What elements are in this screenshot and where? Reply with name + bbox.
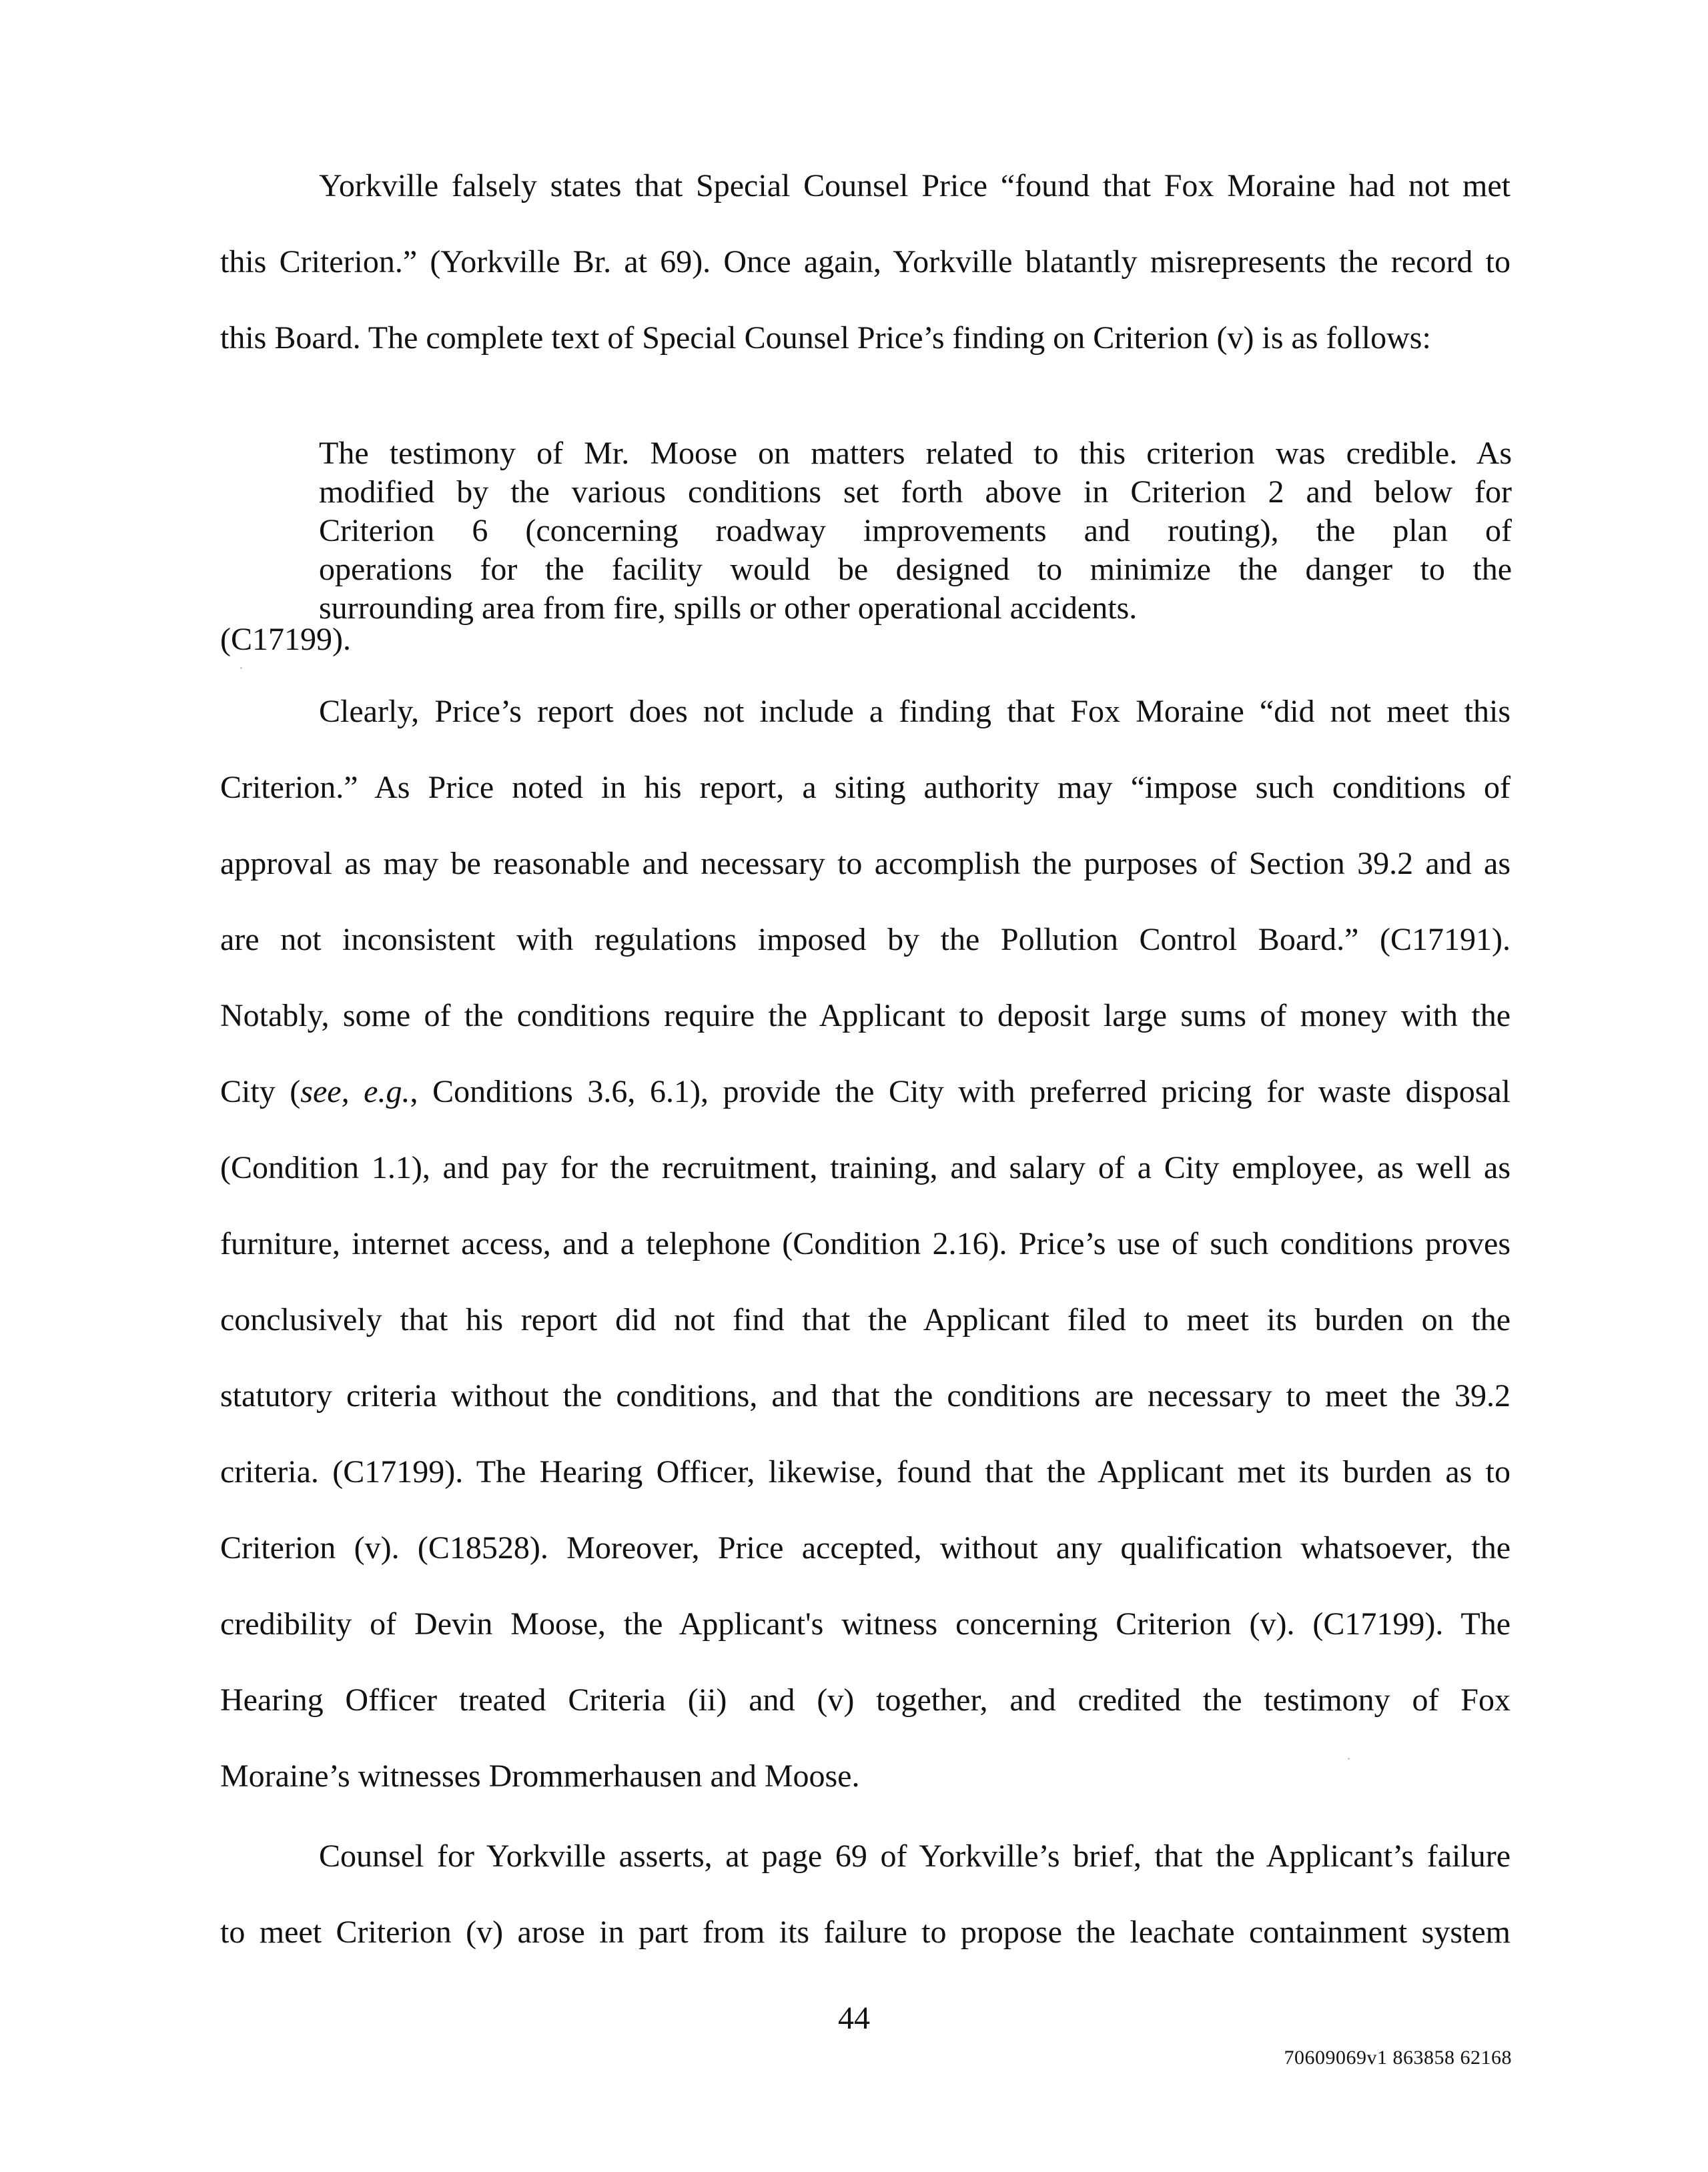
text-line: are not inconsistent with regulations imposed by the Pollution Control Board.” (C17191). <box>220 922 1511 957</box>
italic-citation-signal: see, e.g. <box>300 1074 410 1109</box>
scan-speck <box>1348 1758 1350 1760</box>
quote-line: Criterion 6 (concerning roadway improvements and routing), the plan of <box>319 513 1512 548</box>
block-quote <box>319 434 1512 628</box>
text-line: criteria. (C17199). The Hearing Officer, likewise, found that the Applicant met its burden as to <box>220 1454 1511 1490</box>
scan-speck <box>240 667 242 669</box>
text-line: credibility of Devin Moose, the Applicant's witness concerning Criterion (v). (C17199). The <box>220 1606 1511 1642</box>
text-line: to meet Criterion (v) arose in part from its failure to propose the leachate containment system <box>220 1915 1511 1950</box>
text-line: this Board. The complete text of Special Counsel Price’s finding on Criterion (v) is as follows: <box>220 320 1431 356</box>
text-line: furniture, internet access, and a telephone (Condition 2.16). Price’s use of such conditions proves <box>220 1226 1511 1261</box>
text-line: Counsel for Yorkville asserts, at page 69 of Yorkville’s brief, that the Applicant’s failure <box>319 1838 1511 1874</box>
page-number: 44 <box>838 2001 870 2036</box>
quote-line: modified by the various conditions set forth above in Criterion 2 and below for <box>319 474 1512 510</box>
quote-line: operations for the facility would be designed to minimize the danger to the <box>319 552 1512 587</box>
document-id: 70609069v1 863858 62168 <box>1284 2047 1512 2069</box>
text-line: Yorkville falsely states that Special Counsel Price “found that Fox Moraine had not met <box>319 168 1511 203</box>
text-line: Criterion (v). (C18528). Moreover, Price accepted, without any qualification whatsoever, the <box>220 1530 1511 1566</box>
quote-citation: (C17199). <box>220 622 351 657</box>
paragraph-1 <box>220 148 1511 376</box>
paragraph-2 <box>220 674 1511 1814</box>
text-line: Hearing Officer treated Criteria (ii) and (v) together, and credited the testimony of Fox <box>220 1682 1511 1718</box>
paragraph-3 <box>220 1818 1511 1971</box>
text-line: Criterion.” As Price noted in his report, a siting authority may “impose such conditions of <box>220 770 1511 805</box>
text-run: City ( <box>220 1074 301 1109</box>
text-line: this Criterion.” (Yorkville Br. at 69). Once again, Yorkville blatantly misrepresents the record to <box>220 244 1511 280</box>
text-line: Clearly, Price’s report does not include a finding that Fox Moraine “did not meet this <box>319 694 1511 729</box>
text-line: conclusively that his report did not find that the Applicant filed to meet its burden on the <box>220 1302 1511 1337</box>
quote-line: surrounding area from fire, spills or other operational accidents. <box>319 590 1138 626</box>
text-line: (Condition 1.1), and pay for the recruitment, training, and salary of a City employee, as well as <box>220 1150 1511 1185</box>
text-run: , Conditions 3.6, 6.1), provide the City with preferred pricing for waste disposal <box>410 1074 1511 1109</box>
text-line: statutory criteria without the conditions, and that the conditions are necessary to meet the 39.2 <box>220 1378 1511 1414</box>
quote-line: The testimony of Mr. Moose on matters related to this criterion was credible. As <box>319 436 1512 471</box>
text-line <box>220 1054 1511 1130</box>
text-line: Moraine’s witnesses Drommerhausen and Moose. <box>220 1758 860 1794</box>
text-line: Notably, some of the conditions require the Applicant to deposit large sums of money with the <box>220 998 1511 1033</box>
text-line: approval as may be reasonable and necessary to accomplish the purposes of Section 39.2 and as <box>220 846 1511 881</box>
